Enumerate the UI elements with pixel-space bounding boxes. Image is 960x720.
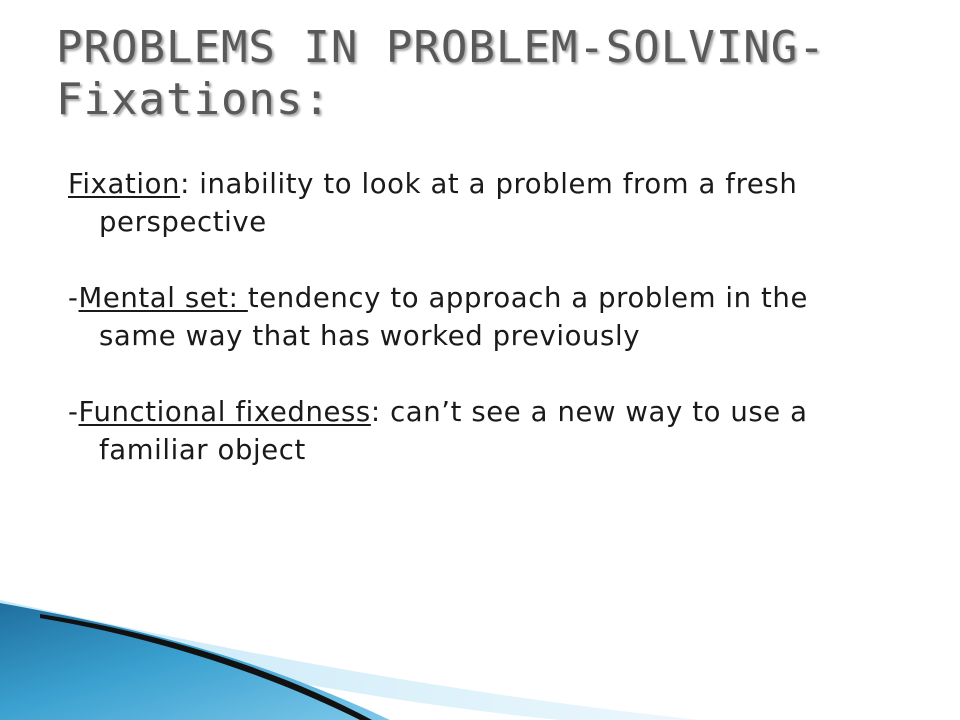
term-fixation: Fixation xyxy=(68,168,181,200)
bullet-fixation xyxy=(68,165,888,241)
term-functional-fixedness: Functional fixedness xyxy=(78,396,371,428)
slide-body xyxy=(68,165,888,507)
blue-wedge xyxy=(0,603,390,720)
bullet-prefix: - xyxy=(68,282,79,314)
dark-swoosh xyxy=(40,614,372,720)
bullet-functional-fixedness xyxy=(68,393,888,469)
light-swoosh xyxy=(0,600,700,720)
bullet-prefix: - xyxy=(68,396,79,428)
term-mental-set: Mental set: xyxy=(78,282,248,314)
definition-mental-set: tendency to approach a problem in the same way that has worked previously xyxy=(99,282,808,352)
bullet-mental-set xyxy=(68,279,888,355)
definition-fixation: : inability to look at a problem from a fresh perspective xyxy=(99,168,798,238)
definition-functional-fixedness: : can’t see a new way to use a familiar object xyxy=(99,396,808,466)
slide-title: PROBLEMS IN PROBLEM-SOLVING- Fixations: xyxy=(56,22,826,125)
